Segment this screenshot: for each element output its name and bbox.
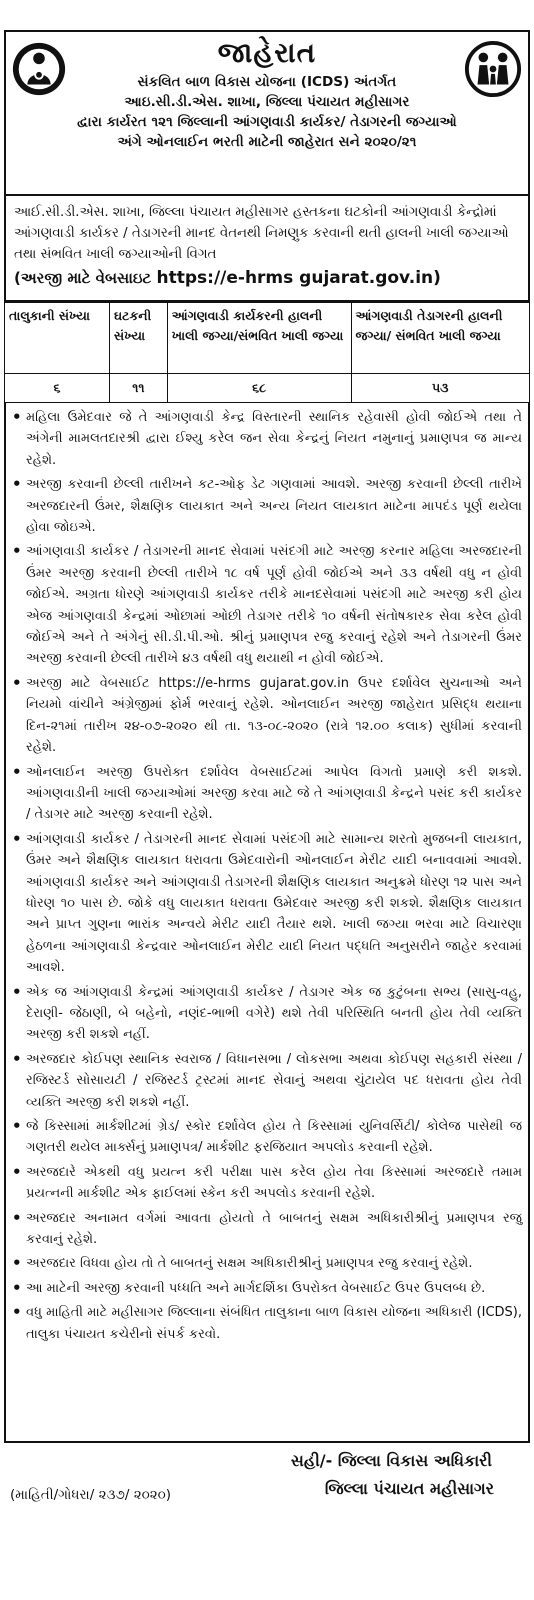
website-label: (અરજી માટે વેબસાઇટ — [14, 269, 152, 287]
list-item-text: અરજદારે એકથી વધુ પ્રયત્ન કરી પરીક્ષા પાસ કરેલ હોય તેવા કિસ્સામાં અરજદારે તમામ પ્રયત્નની માર્કશીટ એક ફાઈલમાં સ્કેન કરી અપલોડ કરવાની રહેશે. — [26, 1164, 522, 1202]
list-item-text: મહિલા ઉમેદવાર જે તે આંગણવાડી કેન્દ્ર વિસ્તારની સ્થાનિક રહેવાસી હોવી જોઈએ તથા તે અંગેની મામલતદારશ્રી દ્વારા ઈશ્યુ કરેલ જન સેવા કેન્દ્રનું નિયત નમુનાનું પ્રમાણપત્ર જ માન્ય રહેશે. — [26, 410, 522, 468]
bullet-icon: • — [12, 542, 22, 561]
list-item-text: આંગણવાડી કાર્યકર / તેડાગરની માનદ સેવામાં પસંદગી માટે સામાન્ય શરતો મુજબની લાયકાત, ઉંમર અને શૈક્ષણિક લાયકાત ધરાવતા ઉમેદવારોની ઓનલાઈન મેરીટ યાદી બનાવવામાં આવશે. આંગણવાડી કાર્યકર અને આંગણવાડી તેડાગરની શૈક્ષણિક લાયકાત અનુક્રમે ધોરણ ૧૨ પાસ અને ધોરણ ૧૦ પાસ છે. જોકે વધુ લાયકાત ધરાવતા ઉમેદવાર અરજી કરી શકશે. શૈક્ષણિક લાયકાત અને પ્રાપ્ત ગુણના ભારાંક અન્વયે મેરીટ યાદી તૈયાર થશે. ખાલી જગ્યા ભરવા માટે વિચારણા હેઠળના આંગણવાડી કેન્દ્રવાર ઓનલાઈન મેરીટ યાદી નિયત પદ્ધતિ અનુસરીને જાહેર કરવામાં આવશે. — [26, 831, 522, 976]
header-line-4: અંગે ઓનલાઈન ભરતી માટેની જાહેરાત સને ૨૦૨૦/૨૧ — [117, 134, 417, 150]
page-title: જાહેરાત — [217, 36, 317, 69]
bullet-icon: • — [12, 475, 22, 494]
icds-mother-child-logo-icon — [10, 40, 68, 98]
bullet-icon: • — [12, 408, 22, 426]
list-item — [12, 1253, 522, 1274]
header-line-1: સંકલિત બાળ વિકાસ યોજના (ICDS) અંતર્ગત — [137, 74, 397, 90]
list-item — [12, 1208, 522, 1251]
signature-line-2: જિલ્લા પંચાયત મહીસાગર — [324, 1479, 494, 1498]
list-item — [12, 982, 522, 1046]
list-item-text: આ માટેની અરજી કરવાની પધ્ધતિ અને માર્ગદર્શિકા ઉપરોક્ત વેબસાઈટ ઉપર ઉપલબ્ધ છે. — [26, 1280, 486, 1296]
intro-box — [4, 196, 530, 302]
table-cell: ૬૮ — [167, 374, 351, 403]
list-item — [12, 673, 522, 759]
list-item-text: જે કિસ્સામાં માર્કશીટમાં ગ્રેડ/ સ્કોર દર્શાવેલ હોય તે કિસ્સામાં યુનિવર્સિટી/ કોલેજ પાસેથી જ ગણતરી થયેલ માર્ક્સનું પ્રમાણપત્ર/ માર્કશીટ ફરજિયાત અપલોડ કરવાની રહેશે. — [26, 1119, 522, 1156]
vacancy-table — [4, 302, 530, 403]
website-line — [14, 266, 522, 290]
header-line-2: આઇ.સી.ડી.એસ. શાખા, જિલ્લા પંચાયત મહીસાગર — [124, 94, 410, 110]
table-row — [5, 374, 530, 403]
list-item — [12, 407, 522, 471]
list-item-text: વધુ માહિતી માટે મહીસાગર જિલ્લાના સંબંધિત તાલુકાના બાળ વિકાસ યોજના અધિકારી (ICDS), તાલુકા પંચાયત કચેરીનો સંપર્ક કરવો. — [26, 1305, 522, 1342]
list-item — [12, 1116, 522, 1159]
list-item-text: એક જ આંગણવાડી કેન્દ્રમાં આંગણવાડી કાર્યકર / તેડાગર એક જ કુટુંબના સભ્ય (સાસુ-વહુ, દેરાણી- જેઠાણી, બે બહેનો, નણંદ-ભાભી વગેરે) થશે તેવી પરિસ્થિતિ બનતી હોય તેવી વ્યક્તિ અરજી કરી શકશે નહીં. — [26, 984, 522, 1043]
bullet-icon: • — [12, 1162, 22, 1181]
bullet-icon: • — [12, 1049, 22, 1068]
list-item-text: અરજી માટે વેબસાઈટ https://e-hrms gujarat.gov.in ઉપર દર્શાવેલ સુચનાઓ અને નિયમો વાંચીને અંગ્રેજીમાં ફોર્મ ભરવાનું રહેશે. ઓનલાઈન અરજી જાહેરાત પ્રસિદ્ધ થયાના દિન-૨૧માં તારીખ ૨૪-૦૭-૨૦૨૦ થી તા. ૧૩-૦૮-૨૦૨૦ (રાત્રે ૧૨.૦૦ કલાક) સુધીમાં કરવાની રહેશે. — [26, 675, 522, 756]
table-cell: ૫૩ — [351, 374, 530, 403]
bullet-icon: • — [12, 982, 22, 1001]
list-item-text: અરજદાર કોઈપણ સ્થાનિક સ્વરાજ / વિધાનસભા / લોકસભા અથવા કોઈપણ સહકારી સંસ્થા / રજિસ્ટર્ડ સોસાયટી / રજિસ્ટર્ડ ટ્રસ્ટમાં માનદ સેવાનું અથવા ચુંટાયેલ પદ ધરાવતા હોય તેવી વ્યક્તિ અરજી કરી શકશે નહીં. — [26, 1051, 522, 1110]
website-url: https://e-hrms gujarat.gov.in) — [156, 268, 441, 288]
signature-line-1: સહી/- જિલ્લા વિકાસ અધિકારી — [290, 1451, 492, 1470]
table-header-cell: આંગણવાડી કાર્યકરની હાલની ખાલી જગ્યા/સંભવિત ખાલી જગ્યા — [167, 303, 351, 374]
table-cell: ૧૧ — [110, 374, 168, 403]
list-item — [12, 1278, 522, 1299]
list-item-text: આંગણવાડી કાર્યકર / તેડાગરની માનદ સેવામાં પસંદગી માટે અરજી કરનાર મહિલા અરજદારની ઉંમર અરજી કરવાની છેલ્લી તારીખે ૧૮ વર્ષ પૂર્ણ હોવી જોઈએ અને ૩૩ વર્ષથી વધુ ન હોવી જોઈએ. અગ્રતા ધોરણે આંગણવાડી કાર્યકર તરીકે માનદસેવામાં પસંદગી માટે અરજી કરી હોય એજ આંગણવાડી કેન્દ્રમાં ઓછામાં ઓછી તેડાગર તરીકે ૧૦ વર્ષની સંતોષકારક સેવા કરેલ હોવી જોઈએ અને તે અંગેનું સી.ડી.પી.ઓ. શ્રીનું પ્રમાણપત્ર રજુ કરવાનું રહેશે અને તેડાગરની ઉંમર અરજી કરવાની છેલ્લી તારીખે ૪૩ વર્ષથી વધુ થયાથી ન હોવી જોઈએ. — [26, 544, 522, 667]
list-item — [12, 541, 522, 669]
header-box — [4, 30, 530, 196]
instructions-list — [4, 403, 530, 1443]
list-item — [12, 1302, 522, 1345]
family-circle-logo-icon — [464, 40, 522, 98]
reference-number: (માહિતી/ગોધરા/ ૨૩૭/ ૨૦૨૦) — [10, 1487, 172, 1503]
bullet-icon: • — [12, 673, 22, 692]
bullet-icon: • — [12, 1278, 22, 1297]
list-item-text: ઓનલાઈન અરજી ઉપરોક્ત દર્શાવેલ વેબસાઈટમાં આપેલ વિગતો પ્રમાણે કરી શકશે. આંગણવાડીની ખાલી જગ્યાઓમાં અરજી કરવા માટે જે તે આંગણવાડી કેન્દ્રને પસંદ કરી કાર્યકર / તેડાગર માટે અરજી કરવાની રહેશે. — [26, 764, 522, 823]
footer — [4, 1443, 530, 1513]
table-header-cell: તાલુકાની સંખ્યા — [5, 303, 110, 374]
bullet-icon: • — [12, 1254, 22, 1273]
intro-text: આઈ.સી.ડી.એસ. શાખા, જિલ્લા પંચાયત મહીસાગર હસ્તકના ઘટકોની આંગણવાડી કેન્દ્રોમાં આંગણવાડી કાર્યકર / તેડાગરની માનદ વેતનથી નિમણુક કરવાની થતી હાલની ખાલી જગ્યાઓ તથા સંભવિત ખાલી જગ્યાઓની વિગત — [14, 205, 509, 262]
list-item-text: અરજદાર વિધવા હોય તો તે બાબતનું સક્ષમ અધિકારીશ્રીનું પ્રમાણપત્ર રજુ કરવાનું રહેશે. — [26, 1256, 473, 1272]
table-header-cell: આંગણવાડી તેડાગરની હાલની જગ્યા/ સંભવિત ખાલી જગ્યા — [351, 303, 530, 374]
list-item — [12, 1049, 522, 1113]
bullet-icon: • — [12, 762, 22, 781]
bullet-icon: • — [12, 1117, 22, 1135]
header-line-3: દ્વારા કાર્યરત ૧૨૧ જિલ્લાની આંગણવાડી કાર્યકર/ તેડાગરની જગ્યાઓ — [77, 114, 457, 130]
list-item — [12, 1162, 522, 1205]
list-item-text: અરજી કરવાની છેલ્લી તારીખને કટ-ઓફ ડેટ ગણવામાં આવશે. અરજી કરવાની છેલ્લી તારીખે અરજદારની ઉંમર, શૈક્ષણિક લાયકાત અને અન્ય નિયત લાયકાત માટેના માપદંડ પૂર્ણ થયેલા હોવા જોઇએ. — [26, 477, 522, 536]
list-item — [12, 762, 522, 826]
bullet-icon: • — [12, 1208, 22, 1227]
bullet-icon: • — [12, 1303, 22, 1322]
table-header-row — [5, 303, 530, 374]
table-header-cell: ઘટકની સંખ્યા — [110, 303, 168, 374]
list-item — [12, 474, 522, 538]
table-cell: ૬ — [5, 374, 110, 403]
list-item — [12, 829, 522, 979]
bullet-icon: • — [12, 829, 22, 848]
list-item-text: અરજદાર અનામત વર્ગમાં આવતા હોયતો તે બાબતનું સક્ષમ અધિકારીશ્રીનું પ્રમાણપત્ર રજુ કરવાનું રહેશે. — [26, 1210, 522, 1248]
